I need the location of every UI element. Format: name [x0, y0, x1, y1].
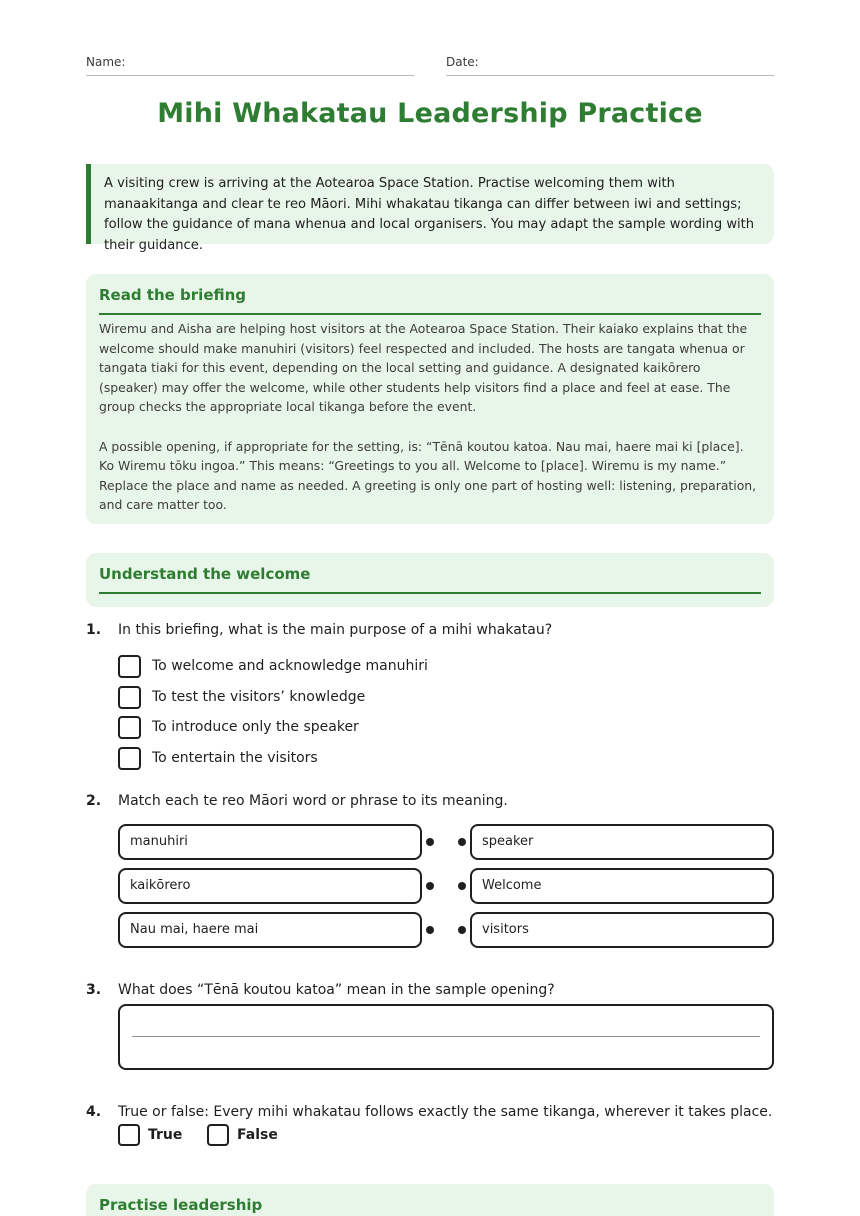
date-label: Date: [446, 55, 479, 69]
practise-panel [86, 1184, 774, 1216]
briefing-heading: Read the briefing [99, 285, 761, 315]
checkbox[interactable] [207, 1124, 229, 1146]
true-option[interactable] [118, 1124, 182, 1146]
checkbox[interactable] [118, 1124, 140, 1146]
practise-heading: Practise leadership [99, 1196, 263, 1214]
match-right-3[interactable]: visitors [470, 912, 774, 948]
briefing-paragraph-2: A possible opening, if appropriate for the setting, is: “Tēnā koutou katoa. Nau mai, haere mai ki [place]. Ko Wiremu tōku ingoa.” This means: “Greetings to you all. Welcome to [place]. Wiremu is my name.” Replace the place and name as needed. A greeting is only one part of hosting well: listening, preparation, and care matter too. [99, 438, 757, 513]
false-label: False [237, 1127, 278, 1143]
checkbox[interactable] [118, 686, 141, 709]
understand-panel [86, 553, 774, 607]
date-field[interactable] [446, 54, 774, 76]
match-dot[interactable] [458, 926, 466, 934]
question-1 [86, 622, 774, 772]
intro-callout: A visiting crew is arriving at the Aotearoa Space Station. Practise welcoming them with manaakitanga and clear te reo Māori. Mihi whakatau tikanga can differ between iwi and settings; follow the guidance of mana whenua and local organisers. You may adapt the sample wording with their guidance. [86, 164, 774, 244]
name-field[interactable] [86, 54, 414, 76]
match-left-1[interactable]: manuhiri [118, 824, 422, 860]
understand-heading: Understand the welcome [99, 564, 761, 594]
question-3 [86, 982, 774, 1080]
true-label: True [148, 1127, 183, 1143]
checkbox[interactable] [118, 716, 141, 739]
question-number: 3. [86, 982, 102, 998]
match-dot[interactable] [458, 838, 466, 846]
question-4 [86, 1104, 774, 1154]
q1-option-3[interactable] [118, 715, 359, 739]
answer-line [132, 1036, 760, 1037]
briefing-paragraph-1: Wiremu and Aisha are helping host visitors at the Aotearoa Space Station. Their kaiako explains that the welcome should make manuhiri (visitors) feel respected and included. The hosts are tangata whenua or tangata tiaki for this event, depending on the local setting and guidance. A designated kaikōrero (speaker) may offer the welcome, while other students help visitors find a place and feel at ease. The group checks the appropriate local tikanga before the event. [99, 321, 748, 415]
q1-option-4[interactable] [118, 746, 318, 770]
match-dot[interactable] [426, 926, 434, 934]
match-dot[interactable] [458, 882, 466, 890]
match-dot[interactable] [426, 882, 434, 890]
checkbox[interactable] [118, 747, 141, 770]
briefing-panel [86, 274, 774, 524]
checkbox[interactable] [118, 655, 141, 678]
briefing-body [99, 319, 761, 515]
option-label: To introduce only the speaker [152, 719, 359, 735]
match-dot[interactable] [426, 838, 434, 846]
q1-option-2[interactable] [118, 685, 365, 709]
match-left-2[interactable]: kaikōrero [118, 868, 422, 904]
name-label: Name: [86, 55, 126, 69]
option-label: To entertain the visitors [152, 750, 318, 766]
page-title: Mihi Whakatau Leadership Practice [157, 98, 703, 129]
match-left-3[interactable]: Nau mai, haere mai [118, 912, 422, 948]
answer-box[interactable] [118, 1004, 774, 1070]
option-label: To welcome and acknowledge manuhiri [152, 658, 428, 674]
question-number: 4. [86, 1104, 102, 1120]
question-number: 1. [86, 622, 102, 638]
question-text: In this briefing, what is the main purpose of a mihi whakatau? [118, 622, 553, 638]
question-text: True or false: Every mihi whakatau follows exactly the same tikanga, wherever it takes place. [118, 1104, 773, 1120]
false-option[interactable] [207, 1124, 278, 1146]
question-text: What does “Tēnā koutou katoa” mean in the sample opening? [118, 982, 555, 998]
option-label: To test the visitors’ knowledge [152, 689, 366, 705]
match-right-1[interactable]: speaker [470, 824, 774, 860]
match-right-2[interactable]: Welcome [470, 868, 774, 904]
question-text: Match each te reo Māori word or phrase to its meaning. [118, 793, 508, 809]
header-row [86, 54, 774, 76]
question-2 [86, 793, 774, 953]
question-number: 2. [86, 793, 102, 809]
q1-option-1[interactable] [118, 654, 428, 678]
